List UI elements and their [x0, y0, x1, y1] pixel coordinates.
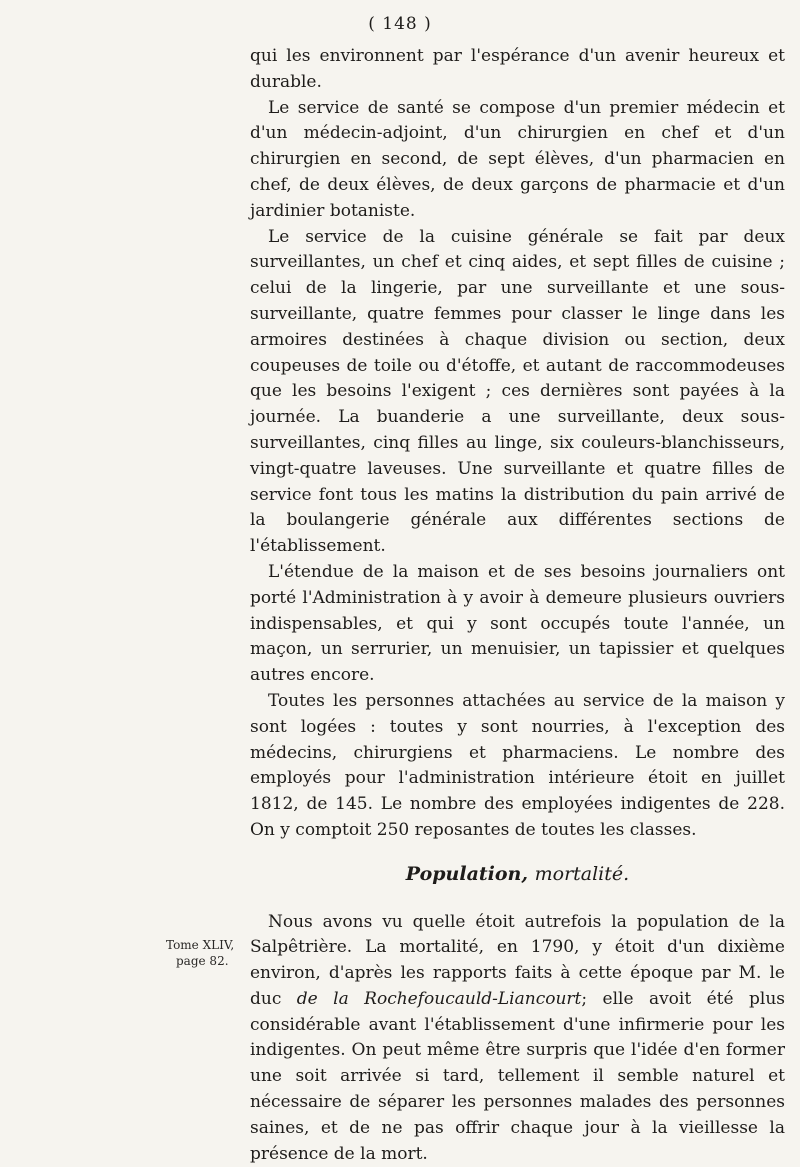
- section-heading-sub: mortalité.: [535, 863, 630, 885]
- paragraph-mortality: [250, 910, 785, 1167]
- mortality-italic-name: de la Rochefoucauld-Liancourt: [297, 989, 582, 1009]
- paragraph-continuation: qui les environnent par l'espérance d'un avenir heureux et durable.: [250, 44, 785, 96]
- mortality-text-part1: Nous avons vu quelle étoit autrefois la population de la Salpêtrière. La mortalité, en 1790, y étoit d'un dixième environ, d'après les rapports faits à cette époque par M. le duc: [250, 912, 785, 1009]
- paragraph-health-service: Le service de santé se compose d'un premier médecin et d'un médecin-adjoint, d'un chirurgien en chef et d'un chirurgien en second, de sept élèves, d'un pharmacien en chef, de deux élèves, de deux garçons de pharmacie et d'un jardinier botaniste.: [250, 96, 785, 225]
- paragraph-kitchen-laundry: Le service de la cuisine générale se fait par deux surveillantes, un chef et cinq aides, et sept filles de cuisine ; celui de la lingerie, par une surveillante et une sous-surveillante, quatre femmes pour classer le linge dans les armoires destinées à chaque division ou section, deux coupeuses de toile ou d'étoffe, et autant de raccommodeuses que les besoins l'exigent ; ces dernières sont payées à la journée. La buanderie a une surveillante, deux sous-surveillantes, cinq filles au linge, six couleurs-blanchisseurs, vingt-quatre laveuses. Une surveillante et quatre filles de service font tous les matins la distribution du pain arrivé de la boulangerie générale aux différentes sections de l'établissement.: [250, 225, 785, 560]
- margin-note-line1: Tome XLIV,: [166, 938, 234, 952]
- paragraph-workers: L'étendue de la maison et de ses besoins journaliers ont porté l'Administration à y avoir à demeure plusieurs ouvriers indispensables, et qui y sont occupés toute l'année, un maçon, un serrurier, un menuisier, un tapissier et quelques autres encore.: [250, 560, 785, 689]
- paragraph-staff-housing: Toutes les personnes attachées au service de la maison y sont logées : toutes y sont nourries, à l'exception des médecins, chirurgiens et pharmaciens. Le nombre des employés pour l'administration intérieure étoit en juillet 1812, de 145. Le nombre des employées indigentes de 228. On y comptoit 250 reposantes de toutes les classes.: [250, 689, 785, 844]
- section-heading: [250, 862, 785, 888]
- margin-note-line2: page 82.: [166, 953, 250, 969]
- margin-note: [166, 937, 250, 969]
- mortality-text-part2: ; elle avoit été plus considérable avant l'établissement d'une infirmerie pour les indigentes. On peut même être surpris que l'idée d'en former une soit arrivée si tard, tellement il semble naturel et nécessaire de séparer les personnes malades des personnes saines, et de ne pas offrir chaque jour à la vieillesse la présence de la mort.: [250, 989, 785, 1164]
- page-number: ( 148 ): [0, 14, 800, 34]
- body-text: [250, 44, 785, 1167]
- section-heading-main: Population,: [406, 863, 528, 885]
